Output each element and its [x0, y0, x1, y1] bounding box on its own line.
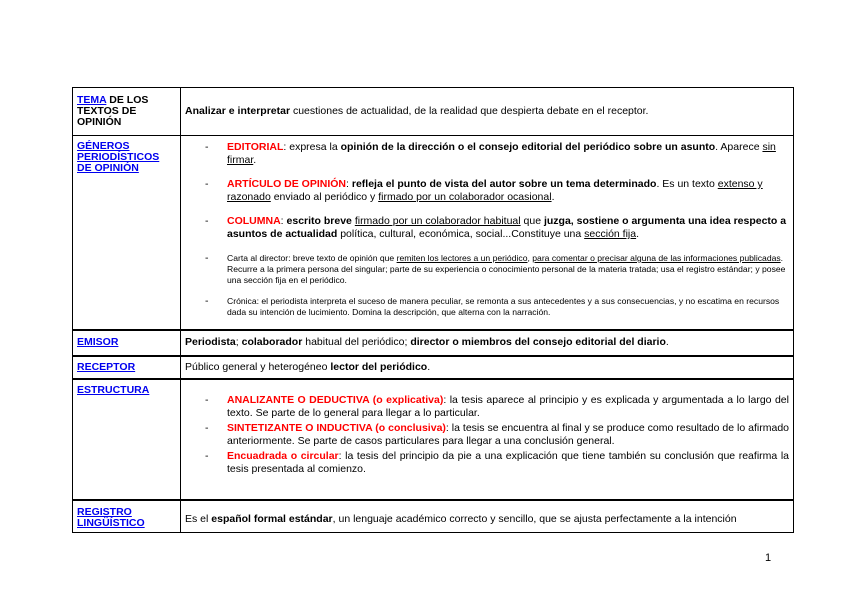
receptor-content: Público general y heterogéneo lector del periódico.: [181, 356, 794, 379]
emisor-content: Periodista; colaborador habitual del periódico; director o miembros del consejo editorial del diario.: [181, 330, 794, 356]
row-receptor: [73, 356, 794, 379]
receptor-link[interactable]: RECEPTOR: [77, 360, 136, 373]
estructura-content: [181, 379, 794, 500]
row-tema: [73, 88, 794, 136]
list-item-sintetizante: - SINTETIZANTE O INDUCTIVA (o conclusiva): la tesis se encuentra al final y se produce como resultado de lo afirmado anteriormente. Se parte de casos particulares para llegar a una conclusión general.: [227, 422, 789, 448]
row-estructura: [73, 379, 794, 500]
tema-text: cuestiones de actualidad, de la realidad que despierta debate en el receptor.: [290, 105, 649, 117]
registro-link[interactable]: REGISTRO LINGÜÍSTICO: [77, 505, 145, 529]
tema-content: [181, 88, 794, 136]
list-item-analizante: - ANALIZANTE O DEDUCTIVA (o explicativa): la tesis aparece al principio y es explicada y argumentada a lo largo del texto. Se parte de lo general para llegar a lo particular.: [227, 394, 789, 420]
list-item-editorial: - EDITORIAL: expresa la opinión de la dirección o el consejo editorial del periódico sobre un asunto. Aparece sin firmar.: [227, 141, 789, 167]
row-registro: [73, 500, 794, 533]
label-receptor: [73, 356, 181, 379]
row-generos: [73, 136, 794, 330]
row-emisor: [73, 330, 794, 356]
opinion-texts-table: [72, 87, 794, 533]
tema-link[interactable]: TEMA: [77, 94, 107, 106]
tema-bold: Analizar e interpretar: [185, 105, 291, 117]
label-estructura: [73, 379, 181, 500]
list-item-cronica: - Crónica: el periodista interpreta el suceso de manera peculiar, se remonta a sus antecedentes y a sus consecuencias, y no escatima en recursos dada su intención de lucimiento. Domina la descripción, que alterna con la narración.: [227, 296, 789, 318]
list-item-articulo: - ARTÍCULO DE OPINIÓN: refleja el punto de vista del autor sobre un tema determinado. Es un texto extenso y razonado enviado al periódico y firmado por un colaborador ocasional.: [227, 178, 789, 204]
label-tema: [73, 88, 181, 136]
registro-content: Es el español formal estándar, un lenguaje académico correcto y sencillo, que se ajusta perfectamente a la intención: [181, 500, 794, 533]
generos-content: [181, 136, 794, 330]
page-number: 1: [765, 552, 772, 564]
generos-link[interactable]: GÉNEROS PERIODÍSTICOS DE OPINIÓN: [77, 140, 160, 174]
estructura-link[interactable]: ESTRUCTURA: [77, 383, 150, 396]
label-generos: [73, 136, 181, 330]
emisor-link[interactable]: EMISOR: [77, 335, 119, 348]
generos-list: [185, 141, 789, 318]
list-item-carta: - Carta al director: breve texto de opinión que remiten los lectores a un periódico, para comentar o precisar alguna de las informaciones publicadas. Recurre a la primera persona del singular; parte de su experiencia o conocimiento personal de la materia tratada; usa el registro estándar; y posee una sección fija en el periódico.: [227, 253, 789, 286]
label-emisor: [73, 330, 181, 356]
estructura-list: [185, 394, 789, 476]
tema-label-rest: DE LOS TEXTOS DE OPINIÓN: [77, 94, 149, 128]
list-item-encuadrada: - Encuadrada o circular: la tesis del principio da pie a una explicación que tiene también su conclusión que reafirma la tesis presentada al comienzo.: [227, 450, 789, 476]
list-item-columna: - COLUMNA: escrito breve firmado por un colaborador habitual que juzga, sostiene o argumenta una idea respecto a asuntos de actualidad política, cultural, económica, social...Constituye una sección fija.: [227, 215, 789, 241]
label-registro: [73, 500, 181, 533]
